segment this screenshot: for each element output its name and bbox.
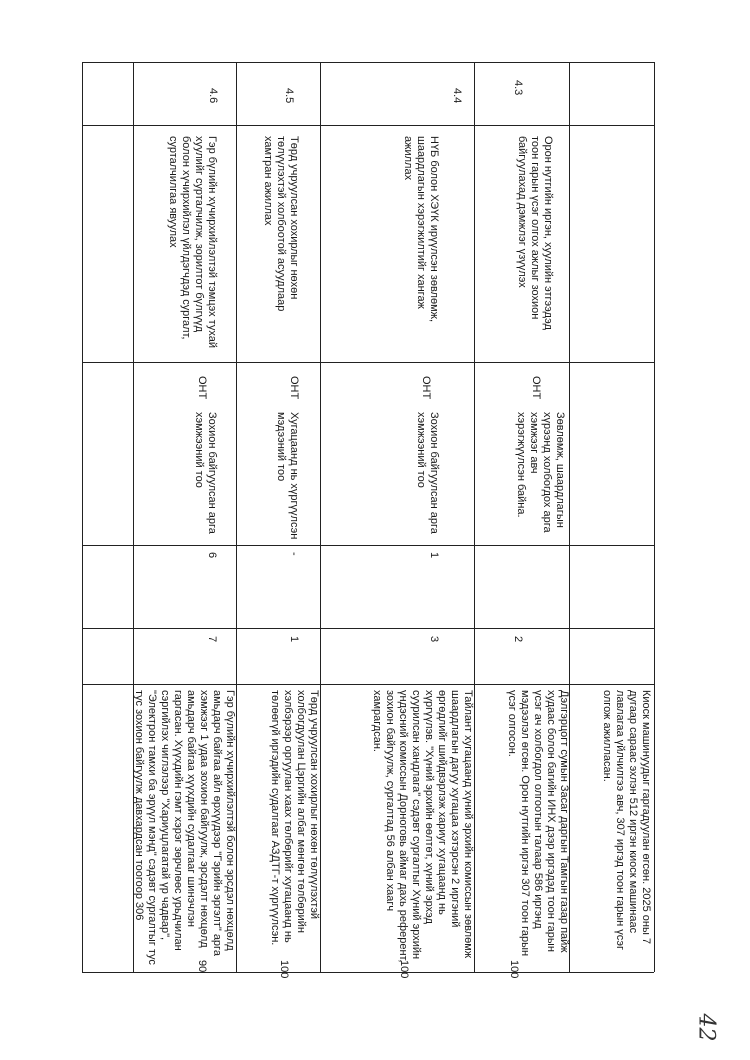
target-value: 7 xyxy=(206,636,218,643)
indicator-text: Зохион байгуулсан арга хэмжээний тоо xyxy=(193,412,218,534)
percent-value: 100 xyxy=(398,960,410,979)
percent-value: 90 xyxy=(196,960,208,973)
table-border xyxy=(654,62,655,972)
baseline-value: 6 xyxy=(206,552,218,559)
activity-text: НҮБ болон ХЭҮК ирүүлсэн зөвлөмж, шаардлагын хэрэгжилтийг хангаж ажиллах xyxy=(402,136,440,323)
unit-text: ОНТ xyxy=(288,376,300,400)
activity-text: Төрд учруулсан хохирлыг нөхөн төлүүлэхтэй холбоотой асуудлаар хамтран ажиллах xyxy=(262,136,300,312)
row-divider xyxy=(82,684,654,685)
row-divider xyxy=(82,545,654,546)
column-divider xyxy=(320,62,321,972)
activity-text: Орон нутгийн иргэн, хуулийн этгээдэд тоон гарын үсэг олгох ажлыг зохион байгуулахад дэмжлэг үзүүлэх xyxy=(516,136,554,330)
table-border xyxy=(82,62,83,972)
percent-value: 100 xyxy=(508,960,520,979)
activity-text: Гэр бүлийн хүчирхийлэлтэй тэмцэх тухай хуулийг сурталчилж, зорилтот бүлгүүд болон хүчирхийлэл үйлдэгчдэд сургалт, сурталчилгаа явуулах xyxy=(167,136,218,348)
column-divider xyxy=(474,62,475,972)
row-divider xyxy=(82,362,654,363)
target-value: 2 xyxy=(512,636,524,643)
row-id: 4.4 xyxy=(451,88,463,104)
progress-text: Киоск машинуудыг гаргадуулан өгсөн. 2025 оны 7 дугаар сараас эхлэн 512 иргэн киоск машинаас лавлагаа үйлчилгээ авч, 307 иргэд тоон гарын үсэг олгож ажилласан. xyxy=(601,690,652,951)
table-border xyxy=(82,62,654,63)
indicator-text: Хугацаанд нь хүргүүлсэн мэдээний тоо xyxy=(275,412,300,540)
indicator-text: Зөвлөмж, шаардлагын хүрээнд холбогдох арга хэмжээг авч хэрэгжүүлсэн байна. xyxy=(515,412,566,533)
row-id: 4.6 xyxy=(207,88,219,104)
row-divider xyxy=(82,628,654,629)
table-border xyxy=(82,972,654,973)
percent-value: 100 xyxy=(278,960,290,979)
unit-text: ОНТ xyxy=(530,376,542,400)
baseline-value: 1 xyxy=(428,552,440,559)
progress-text: Гэр бүлийн хүчирхийлэлтэй болон эрсдэл нөхцөлд амьдарч байгаа айл өрхүүдээр "Гэрийн эргэлт" арга хэмжээг 1 удаа зохион байгуулж, эрсдэлт нөхцөлд амьдарч байгаа хүүхдийн судалгааг шинэчлэн гаргасан. Хүүхдийн гэмт хэрэг зөрчлөөс урьдчилан сэргийлэх чиглэлээр "Хариуцлагатай үр чадвар", "Электрон тамхи ба эрүүл мэнд" сэдэвт сургалтыг тус тус зохион байгуулж давхардсан тоогоор 306 xyxy=(133,690,236,965)
unit-text: ОНТ xyxy=(196,376,208,400)
target-value: 3 xyxy=(428,636,440,643)
progress-text: Тайлант хугацаанд хүний эрхийн комиссын зөвлөмж шаардлагын дагуу хугацаа хэтэрсэн 2 иргэний өргөдлийг шийдвэрлэж хариуг хугацаанд нь хүргүүлэв. "Хүний эрхийн өөлтөт, хүний эрхэд суурилсан хандлага" сэдэвт сургалтыг Хүний эрхийн үндэсний комиссын Дорноговь аймаг дахь референт, зохион байгуулж, сургалтад 56 албан хаагч хамрагдсан. xyxy=(371,690,474,963)
baseline-value: - xyxy=(288,552,300,556)
row-divider xyxy=(82,125,654,126)
column-divider xyxy=(236,62,237,972)
unit-text: ОНТ xyxy=(420,376,432,400)
indicator-text: Зохион байгуулсан арга хэмжээний тоо xyxy=(415,412,440,534)
target-value: 1 xyxy=(288,636,300,643)
progress-text: Төрд учруулсан хохирлыг нөхөн төлүүлэхтэй холбогдуулан Цэргийн албаг мөнгөн төлбөрийн хэлбэрээр оргуулан хаах төлбөрийг хугацаанд нь төлөөгүй иргэдийн судалгааг АЗДТГ-т хүргүүлсэн. xyxy=(269,690,320,946)
progress-text: Дэлгэрцогт сумын Засаг даргын Тамгын газар пайж худаас болон багийн ИНХ дээр иргэдэд тоон гарын үсэг ач холбогдол олгоотын талаар 586 иргэнд мэдээлэл өгсөн. Орон нутгийн иргэн 307 тоон гарын үсэг олгосон. xyxy=(506,690,570,957)
page-number: 42 xyxy=(693,1013,719,1042)
row-id: 4.5 xyxy=(283,88,295,104)
row-id: 4.3 xyxy=(512,80,524,96)
